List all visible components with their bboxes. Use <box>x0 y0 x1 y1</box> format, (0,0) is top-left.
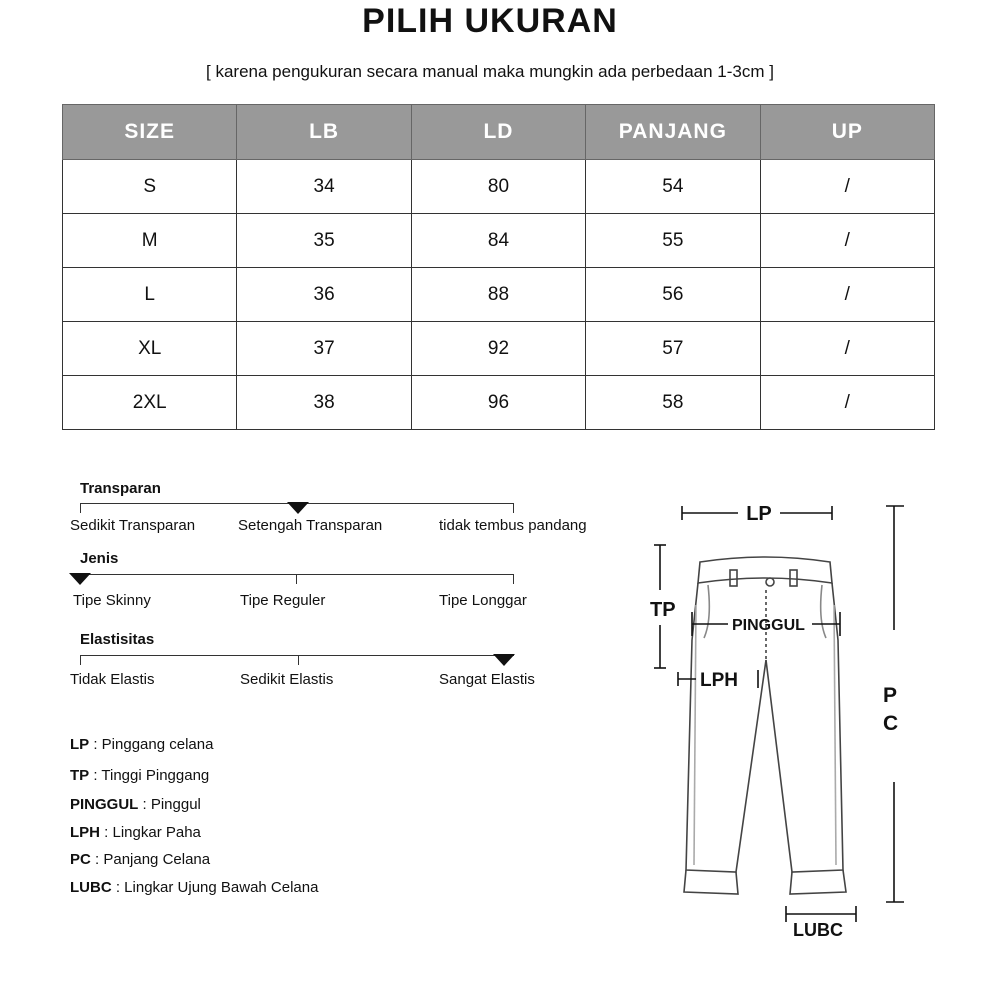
legend-desc: : Panjang Celana <box>90 851 211 868</box>
legend-desc: : Pinggang celana <box>89 736 214 753</box>
legend-key: LUBC <box>70 879 112 896</box>
pants-seam <box>834 605 836 865</box>
scale-tick <box>80 503 81 513</box>
table-cell: 88 <box>411 268 585 322</box>
scale-tick <box>513 503 514 513</box>
legend-item <box>70 796 201 813</box>
legend-desc: : Lingkar Ujung Bawah Celana <box>111 879 319 896</box>
table-cell: 54 <box>586 160 760 214</box>
table-cell: 34 <box>237 160 411 214</box>
scale-option: Sangat Elastis <box>439 671 535 688</box>
table-cell: 36 <box>237 268 411 322</box>
scale-tick <box>80 655 81 665</box>
header-panjang: PANJANG <box>586 105 760 160</box>
scale-jenis <box>70 550 610 610</box>
table-cell: M <box>63 214 237 268</box>
pants-right-cuff <box>790 870 846 894</box>
label-lp: LP <box>746 503 772 525</box>
label-lph: LPH <box>700 670 738 691</box>
legend-item <box>70 767 209 784</box>
table-cell: 58 <box>586 376 760 430</box>
scale-bar <box>80 655 514 656</box>
table-cell: L <box>63 268 237 322</box>
header-lb: LB <box>237 105 411 160</box>
table-cell: 57 <box>586 322 760 376</box>
size-table-header-row <box>63 105 935 160</box>
scale-marker <box>69 573 91 585</box>
table-row <box>63 268 935 322</box>
header-size: SIZE <box>63 105 237 160</box>
table-cell: 96 <box>411 376 585 430</box>
scale-marker <box>493 654 515 666</box>
table-cell: 84 <box>411 214 585 268</box>
legend-desc: : Tinggi Pinggang <box>89 767 210 784</box>
legend-desc: : Lingkar Paha <box>100 824 201 841</box>
scale-heading: Jenis <box>80 550 119 567</box>
page-subtitle: [ karena pengukuran secara manual maka mungkin ada perbedaan 1-3cm ] <box>206 62 774 81</box>
table-row <box>63 214 935 268</box>
legend-key: TP <box>70 767 90 784</box>
header-up: UP <box>760 105 934 160</box>
scale-elastisitas <box>70 631 610 691</box>
table-cell: S <box>63 160 237 214</box>
scale-heading: Elastisitas <box>80 631 155 648</box>
table-row <box>63 322 935 376</box>
table-row <box>63 160 935 214</box>
scale-option: tidak tembus pandang <box>439 517 587 534</box>
table-cell: 38 <box>237 376 411 430</box>
table-cell: 55 <box>586 214 760 268</box>
table-cell: 37 <box>237 322 411 376</box>
legend-item <box>70 736 213 753</box>
scale-tick <box>298 655 299 665</box>
pants-seam <box>694 605 696 865</box>
header-ld: LD <box>411 105 585 160</box>
table-cell: / <box>760 322 934 376</box>
scale-option: Tipe Longgar <box>439 592 527 609</box>
table-row <box>63 376 935 430</box>
legend-item <box>70 879 318 896</box>
pants-button <box>766 578 774 586</box>
scale-option: Sedikit Elastis <box>240 671 334 688</box>
legend-key: PC <box>70 851 91 868</box>
size-table <box>62 104 935 430</box>
scale-option: Tipe Skinny <box>73 592 151 609</box>
table-cell: 80 <box>411 160 585 214</box>
scale-heading: Transparan <box>80 480 161 497</box>
legend-key: LPH <box>70 824 100 841</box>
scale-tick <box>296 574 297 584</box>
pants-waistband <box>698 557 832 583</box>
table-cell: 56 <box>586 268 760 322</box>
table-cell: / <box>760 268 934 322</box>
legend-key: PINGGUL <box>70 796 139 813</box>
scale-marker <box>287 502 309 514</box>
label-pinggul: PINGGUL <box>732 617 805 634</box>
label-tp: TP <box>650 599 676 621</box>
pants-diagram <box>600 490 920 950</box>
scale-option: Tidak Elastis <box>70 671 155 688</box>
page-title: PILIH UKURAN <box>362 2 618 40</box>
belt-loop <box>730 570 737 586</box>
table-cell: / <box>760 214 934 268</box>
table-cell: 35 <box>237 214 411 268</box>
table-cell: / <box>760 160 934 214</box>
scale-option: Setengah Transparan <box>238 517 383 534</box>
scale-transparan <box>70 480 610 540</box>
table-cell: 92 <box>411 322 585 376</box>
table-cell: XL <box>63 322 237 376</box>
label-pc-p: P <box>883 684 898 707</box>
label-pc-c: C <box>883 712 899 735</box>
pants-left-cuff <box>684 870 738 894</box>
pants-pocket <box>821 585 826 638</box>
table-cell: / <box>760 376 934 430</box>
label-lubc: LUBC <box>793 920 843 940</box>
table-cell: 2XL <box>63 376 237 430</box>
scale-option: Sedikit Transparan <box>70 517 196 534</box>
pants-pocket <box>704 585 709 638</box>
legend-desc: : Pinggul <box>138 796 201 813</box>
legend-item <box>70 851 210 868</box>
scale-option: Tipe Reguler <box>240 592 326 609</box>
scale-tick <box>513 574 514 584</box>
scale-bar <box>80 574 514 575</box>
legend-item <box>70 824 201 841</box>
legend-key: LP <box>70 736 90 753</box>
